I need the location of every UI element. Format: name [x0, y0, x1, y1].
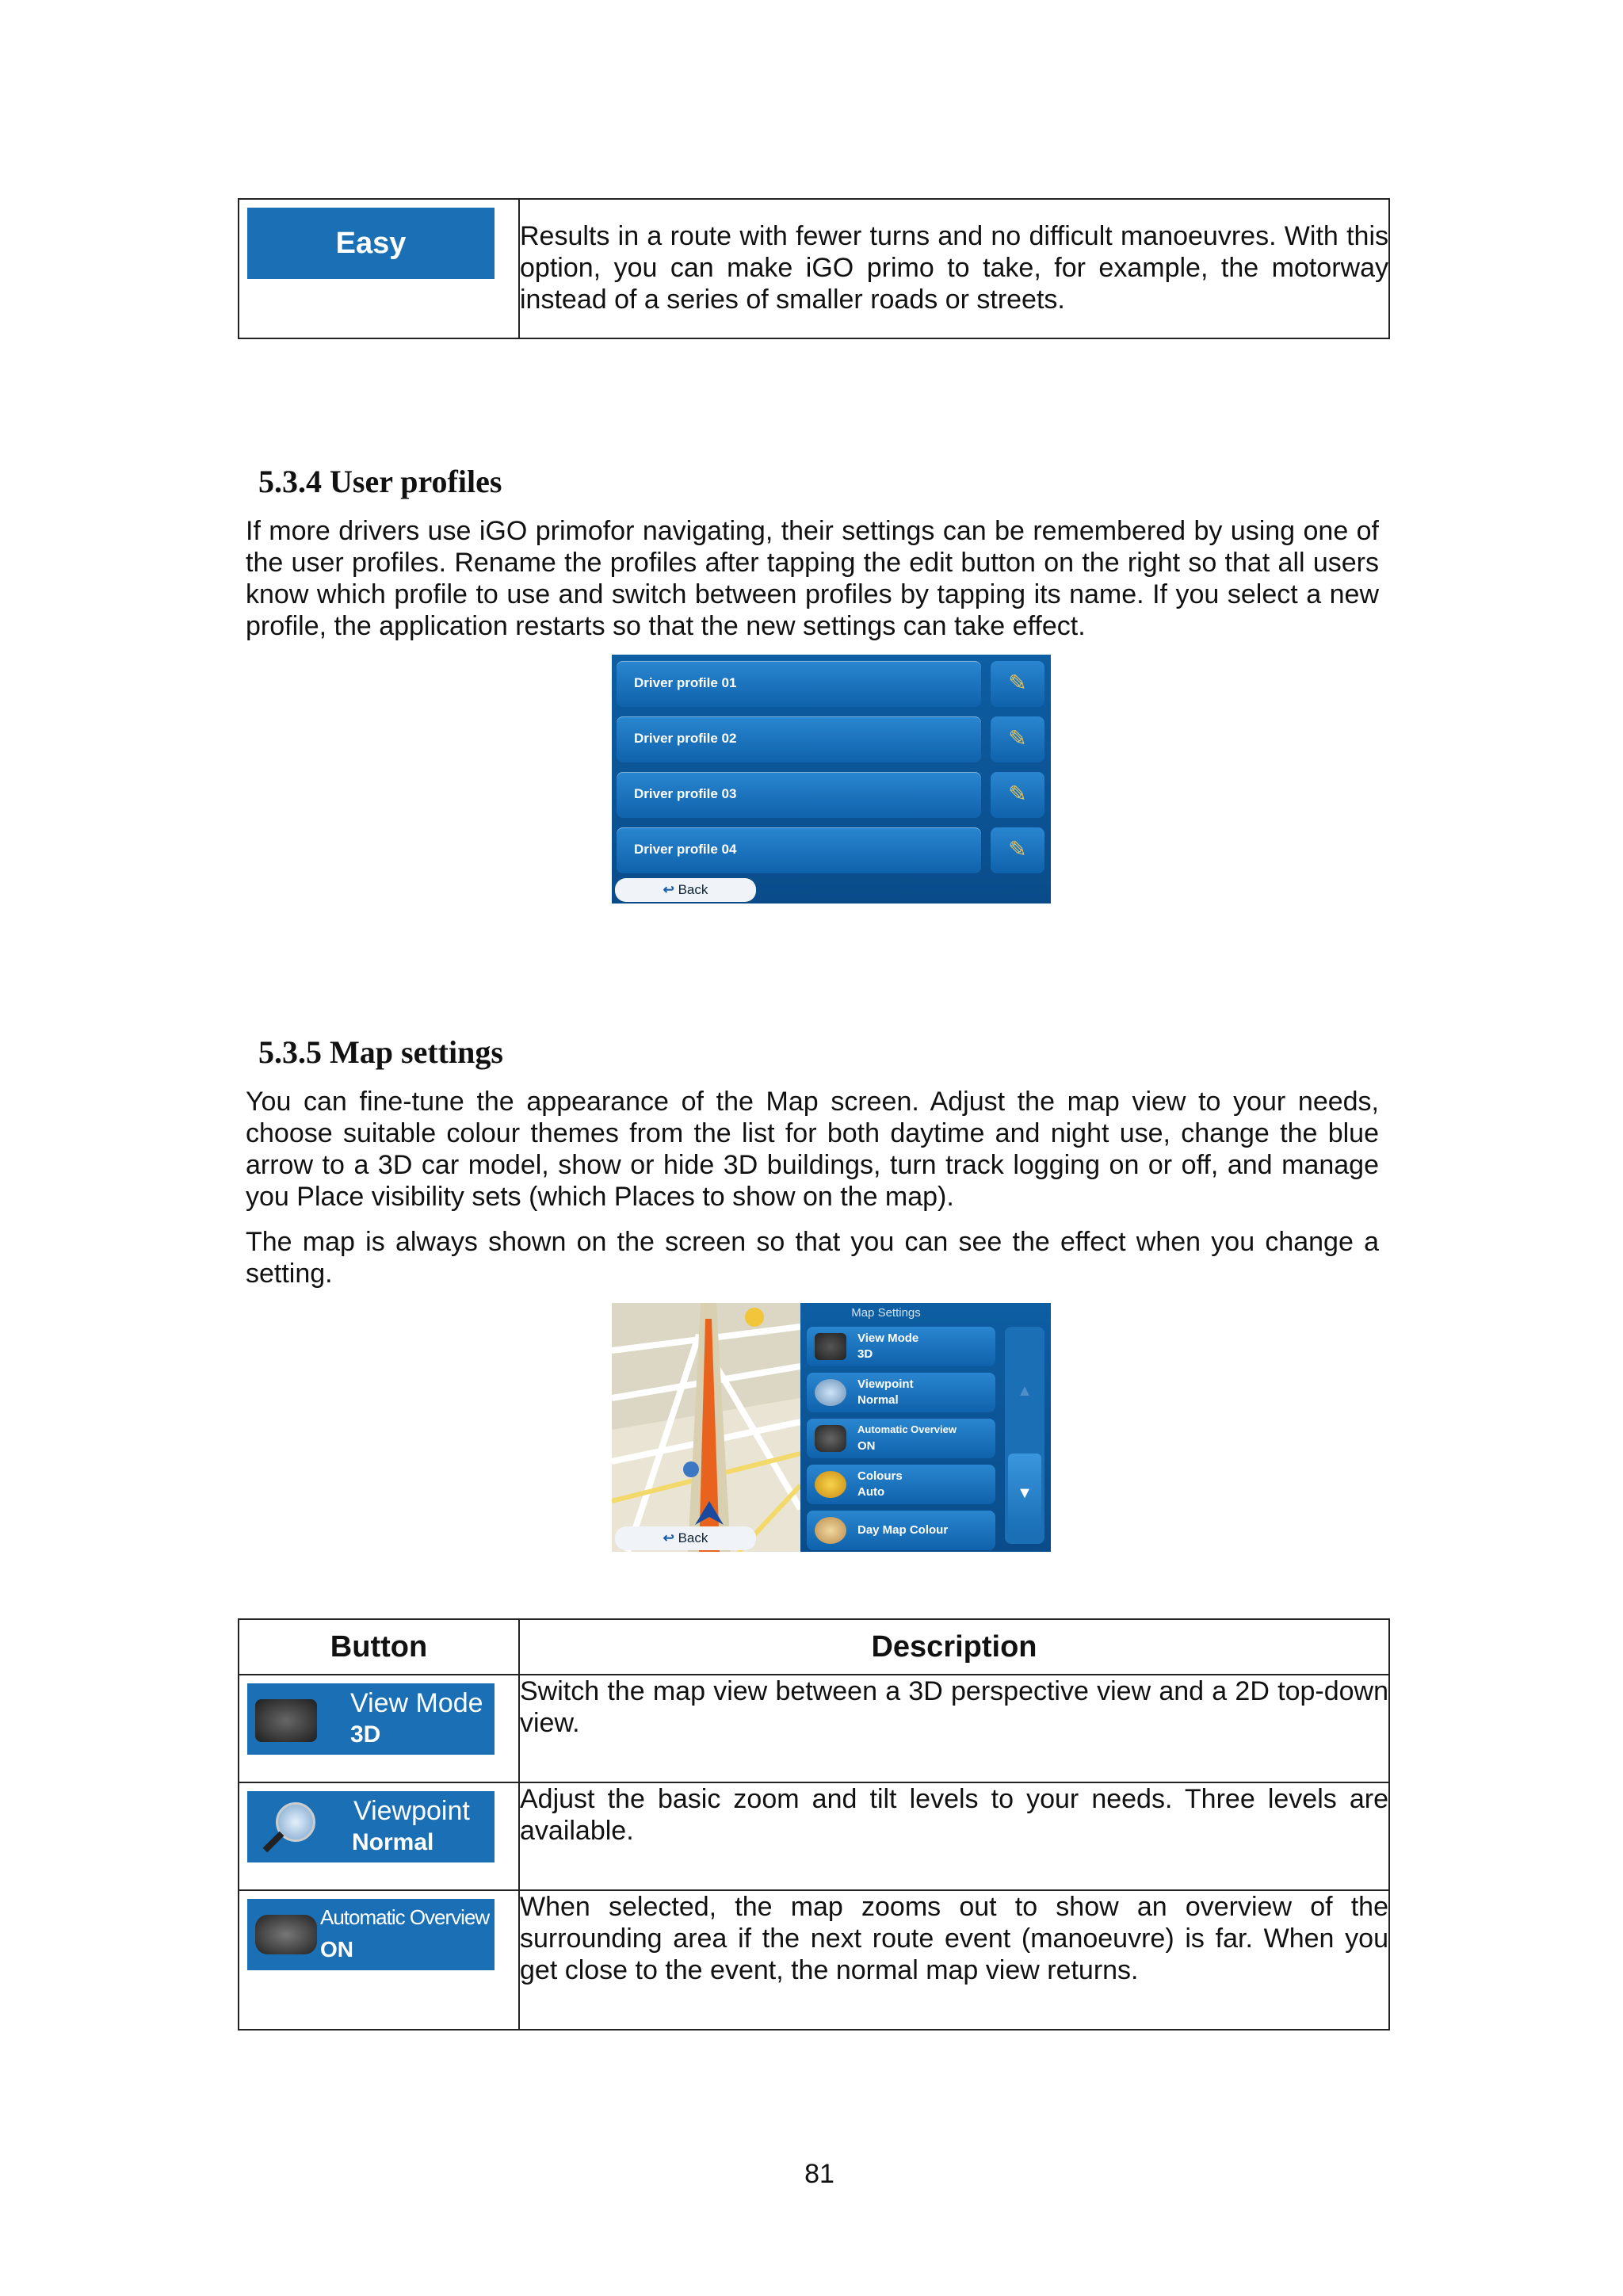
- easy-description: Results in a route with fewer turns and no difficult manoeuvres. With this option, you can make iGO primo to take, for example, the motorway instead of a series of smaller roads or streets.: [519, 199, 1389, 338]
- binoculars-icon: [255, 1915, 317, 1954]
- profile-label: Driver profile 02: [634, 731, 737, 746]
- edit-icon[interactable]: ✎: [991, 772, 1044, 818]
- button-line-1: View Mode: [350, 1688, 483, 1718]
- button-line-2: ON: [320, 1937, 353, 1962]
- setting-label: View Mode: [857, 1331, 919, 1345]
- viewpoint-setting[interactable]: [807, 1373, 995, 1412]
- page-number: 81: [804, 2159, 834, 2189]
- back-arrow-icon: ↩: [663, 1530, 674, 1545]
- automatic-overview-description: When selected, the map zooms out to show an overview of the surrounding area if the next route event (manoeuvre) is far. When you get close to the event, the normal map view returns.: [519, 1890, 1389, 2030]
- button-line-2: 3D: [350, 1721, 381, 1748]
- section-heading-map-settings: 5.3.5 Map settings: [258, 1034, 503, 1070]
- map-settings-paragraph-2: The map is always shown on the screen so that you can see the effect when you change a setting.: [246, 1227, 1379, 1289]
- magnifier-handle: [263, 1832, 285, 1853]
- setting-label: Day Map Colour: [857, 1523, 949, 1537]
- button-line-2: Normal: [352, 1829, 434, 1855]
- back-label: Back: [678, 1530, 708, 1545]
- sun-moon-icon: [815, 1471, 846, 1498]
- scroll-down-button[interactable]: ▼: [1008, 1454, 1041, 1533]
- section-heading-user-profiles: 5.3.4 User profiles: [258, 464, 502, 499]
- setting-label: Automatic Overview: [857, 1423, 957, 1435]
- route-type-table: [238, 198, 1390, 339]
- viewpoint-description: Adjust the basic zoom and tilt levels to your needs. Three levels are available.: [519, 1782, 1389, 1890]
- magnifier-icon: [815, 1379, 846, 1406]
- back-button[interactable]: [615, 1526, 756, 1550]
- button-line-1: Viewpoint: [353, 1796, 470, 1826]
- button-cell: [239, 1782, 519, 1890]
- panel-title: Map Settings: [851, 1306, 921, 1320]
- profile-row[interactable]: [617, 772, 981, 818]
- setting-value: Normal: [857, 1393, 899, 1407]
- binoculars-icon: [815, 1425, 846, 1452]
- view-mode-setting[interactable]: [807, 1327, 995, 1366]
- profile-label: Driver profile 01: [634, 675, 737, 690]
- profile-row[interactable]: [617, 827, 981, 873]
- header-description: Description: [519, 1619, 1389, 1675]
- colours-setting[interactable]: [807, 1465, 995, 1504]
- map-settings-screenshot: [612, 1303, 1051, 1552]
- view-mode-button[interactable]: [247, 1683, 495, 1755]
- back-label: Back: [678, 882, 708, 897]
- profile-label: Driver profile 03: [634, 786, 737, 801]
- setting-label: Viewpoint: [857, 1377, 914, 1391]
- 3d-car-icon: [255, 1699, 317, 1742]
- setting-value: ON: [857, 1439, 876, 1453]
- back-arrow-icon: ↩: [663, 882, 674, 897]
- palette-icon: [815, 1517, 846, 1544]
- 3d-car-icon: [815, 1333, 846, 1360]
- header-button: Button: [239, 1619, 519, 1675]
- profile-label: Driver profile 04: [634, 842, 737, 857]
- profile-row[interactable]: [617, 716, 981, 762]
- day-map-colour-setting[interactable]: [807, 1511, 995, 1550]
- scroll-up-icon[interactable]: ▲: [1017, 1382, 1033, 1400]
- button-cell: [239, 199, 519, 338]
- map-view: [612, 1303, 800, 1552]
- viewpoint-button[interactable]: [247, 1791, 495, 1862]
- easy-button-label: Easy: [335, 227, 407, 260]
- setting-value: Auto: [857, 1485, 885, 1499]
- user-profiles-screenshot: [612, 655, 1051, 904]
- user-profiles-paragraph: If more drivers use iGO primofor navigating, their settings can be remembered by using one of the user profiles. Rename the profiles after tapping the edit button on the right so that all users know which profile to use and switch between profiles by tapping its name. If you select a new profile, the application restarts so that the new settings can take effect.: [246, 516, 1379, 641]
- setting-value: 3D: [857, 1347, 873, 1361]
- easy-button[interactable]: [247, 208, 495, 279]
- button-cell: [239, 1675, 519, 1782]
- edit-icon[interactable]: ✎: [991, 716, 1044, 762]
- profile-row[interactable]: [617, 661, 981, 707]
- automatic-overview-setting[interactable]: [807, 1419, 995, 1458]
- scrollbar[interactable]: [1005, 1327, 1044, 1544]
- button-line-1: Automatic Overview: [320, 1905, 490, 1929]
- automatic-overview-button[interactable]: [247, 1899, 495, 1970]
- setting-label: Colours: [857, 1469, 903, 1483]
- back-button[interactable]: [615, 878, 756, 902]
- map-settings-paragraph-1: You can fine-tune the appearance of the Map screen. Adjust the map view to your needs, choose suitable colour themes from the list for both daytime and night use, change the blue arrow to a 3D car model, show or hide 3D buildings, turn track logging on or off, and manage you Place visibility sets (which Places to show on the map).: [246, 1087, 1379, 1212]
- edit-icon[interactable]: ✎: [991, 661, 1044, 707]
- button-cell: [239, 1890, 519, 2030]
- edit-icon[interactable]: ✎: [991, 827, 1044, 873]
- view-mode-description: Switch the map view between a 3D perspective view and a 2D top-down view.: [519, 1675, 1389, 1782]
- map-settings-button-table: [238, 1618, 1390, 2030]
- settings-panel: [800, 1303, 1051, 1552]
